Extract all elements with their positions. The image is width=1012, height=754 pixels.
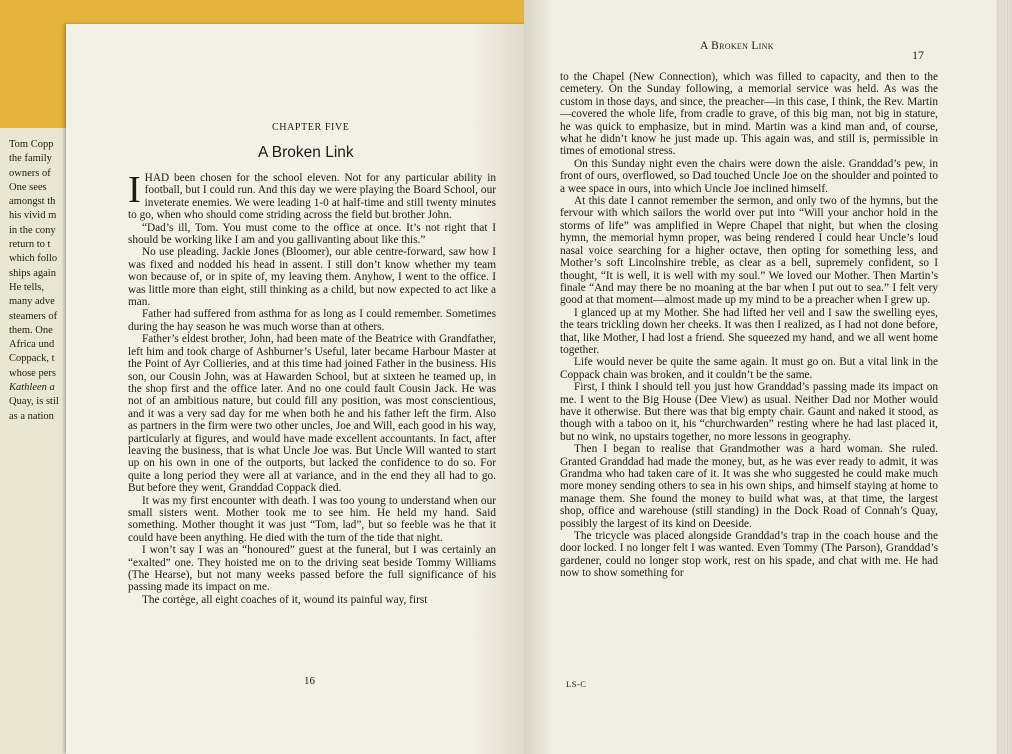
underlying-page-line: Africa und — [9, 339, 55, 351]
underlying-page-line: which follo — [9, 253, 58, 265]
underlying-page-line: amongst th — [9, 196, 56, 208]
underlying-page-line: the family — [9, 153, 52, 165]
paragraph: First, I think I should tell you just how Granddad’s passing made its impact on me. I went to the Big House (Dee View) as usual. Neither Dad nor Mother would have it otherwise. But there was that big empty chair. Gaunt and naked it stood, as though with a taboo on it, his “churchwarden” resting where he had last placed it, but no wink, no upstairs together, no more lessons in geography. — [560, 381, 938, 443]
underlying-page-line: Tom Copp — [9, 139, 54, 150]
drop-cap: I — [128, 169, 141, 211]
underlying-page-line: them. One — [9, 324, 53, 336]
underlying-page-line: Kathleen a — [9, 382, 55, 394]
paragraph: The cortège, all eight coaches of it, wound its painful way, first — [142, 593, 428, 606]
paragraph: Life would never be quite the same again. It must go on. But a vital link in the Coppack chain was broken, and it couldn’t be the same. — [560, 356, 938, 381]
underlying-page-line: ships again — [9, 267, 56, 279]
underlying-page-line: return to t — [9, 239, 51, 251]
signature-mark: LS-C — [566, 679, 587, 689]
page-stack-edge — [996, 0, 1012, 754]
left-page-body — [128, 169, 496, 606]
underlying-page-line: He tells, — [9, 281, 44, 293]
underlying-page-line: many adve — [9, 296, 55, 308]
chapter-label: CHAPTER FIVE — [272, 122, 350, 133]
paragraph: to the Chapel (New Connection), which was filled to capacity, and then to the cemetery. On the Sunday following, a memorial service was held. As was the custom in those days, and since, the preacher—in this case, I think, the Rev. Martin—covered the whole life, from cradle to grave, of this big man, not big in stature, he was quick to emphasize, but in mind. Martin was a kind man and, of course, what he didn’t know he just made up. This again was, and still is, permissible in times of emotional stress. — [560, 71, 938, 158]
left-page — [66, 24, 528, 754]
opening-paragraph-text: HAD been chosen for the school eleven. Not for any particular ability in football, but I could run. And this day we were playing the Board School, our inveterate enemies. We were leading 1-0 at half-time and still twenty minutes to go, when who should come striding across the field but brother John. — [128, 172, 496, 222]
paragraph: I glanced up at my Mother. She had lifted her veil and I saw the swelling eyes, the tears trickling down her cheeks. It was then I realized, as I had not done before, that, like Mother, I had lost a friend. She squeezed my hand, and we all went home together. — [560, 306, 938, 356]
paragraph: The tricycle was placed alongside Granddad’s trap in the coach house and the door locked. I no longer felt I was wanted. Even Tommy (The Parson), Granddad’s gardener, could no longer stop work, rest on his spade, and chat with me. He had now to show something for — [560, 530, 938, 580]
underlying-page-line: as a nation — [9, 410, 54, 422]
paragraph: “Dad’s ill, Tom. You must come to the office at once. It’s not right that I should be working like I am and you gallivanting about like this.” — [128, 221, 496, 247]
right-page — [524, 0, 1012, 754]
right-page-body — [560, 71, 938, 580]
paragraph: It was my first encounter with death. I was too young to understand when our small sisters went. Mother took me to see him. He held my hand. Said something. Mother thought it was just “Tom, lad”, but so feeble was he that it could have been anything. He died with the turn of the tide that night. — [128, 494, 496, 544]
underlying-page-line: Quay, is stil — [9, 396, 59, 408]
paragraph: Then I began to realise that Grandmother was a hard woman. She ruled. Granted Granddad had made the money, but, as he was ever ready to admit, it was Grandma who had taken care of it. It was she who suggested he could make much more money sending others to sea in his own ships, and himself staying at home to manage them. She found the money to build what was, at that time, the largest shop, office and warehouse (still standing) in the Dock Road of Connah’s Quay, possibly the largest of its kind on Deeside. — [560, 443, 938, 530]
underlying-page-line: steamers of — [9, 310, 58, 322]
underlying-page-line: One sees — [9, 181, 47, 193]
chapter-title: A Broken Link — [258, 144, 354, 161]
paragraph: At this date I cannot remember the sermon, and only two of the hymns, but the fervour with which sailors the world over put into “Will your anchor hold in the storms of life” was amplified in Wepre Chapel that night, but when the closing hymn, the memorial hymn proper, was being rendered I could hear Uncle’s loud nasal voice searching for a higher octave, then opting for something less, and Mother’s soft Lincolnshire treble, as clear as a bell, supremely confident, so I thought, “It is well, it is well with my soul.” We loved our Mother. Then Martin’s finale “And may there be no moaning at the bar when I put out to sea.” I felt very good at that moment—almost made up my mind to be a preacher when I grew up. — [560, 195, 938, 307]
underlying-page-line: owners of — [9, 167, 51, 179]
underlying-page-line: whose pers — [9, 367, 56, 379]
left-page-number: 16 — [304, 675, 315, 687]
running-head: A Broken Link — [700, 40, 774, 52]
underlying-page-line: in the cony — [9, 224, 56, 236]
paragraph: Father had suffered from asthma for as long as I could remember. Sometimes during the hay season he was much worse than at others. — [128, 308, 496, 333]
paragraph: I won’t say I was an “honoured” guest at the funeral, but I was certainly an “exalted” one. They hoisted me on to the driving seat beside Tommy Williams (The Hearse), but not many weeks passed before the full significance of his passing made its impact on me. — [128, 544, 496, 594]
paragraph: No use pleading. Jackie Jones (Bloomer), our able centre-forward, saw how I was fixed and nodded his head in assent. I still don’t know whether my team won because of, or in spite of, my leaving them. Anyhow, I went to the office. I was little more than eight, still thinking as a child, but now expected to act like a man. — [128, 246, 496, 309]
underlying-page-line: his vivid m — [9, 210, 57, 222]
opening-paragraph — [128, 169, 496, 222]
underlying-page-line: Coppack, t — [9, 353, 55, 365]
paragraph: Father’s eldest brother, John, had been mate of the Beatrice with Grandfather, left him and took charge of Ashburner’s Useful, later became Harbour Master at the Point of Ayr Collieries, and at this time had joined Father in the business. His son, our Cousin John, was at Hawarden School, but at sixteen he teamed up, in the shop first and the office later. And no one could fault Cousin Jack. He was not of an ambitious nature, but could fill any position, was most conscientious, and it was a very sad day for me when both he and his father left the firm. Also as partners in the firm were two other uncles, Joe and Will, each good in his way, particularly at figures, and would have made excellent accountants. In fact, after leaving the business, that is what Uncle Joe was. But Uncle Will wanted to start up on his own in one of the outports, but lacked the confidence to do so. For quite a long period they were all at variance, and in the end they all had to go. But before they went, Granddad Coppack died. — [128, 333, 496, 495]
paragraph: On this Sunday night even the chairs were down the aisle. Granddad’s pew, in front of ours, overflowed, so Dad touched Uncle Joe on the shoulder and pointed to a wee space in ours, into which Uncle Joe inclined himself. — [560, 157, 938, 195]
right-page-number: 17 — [912, 48, 924, 62]
